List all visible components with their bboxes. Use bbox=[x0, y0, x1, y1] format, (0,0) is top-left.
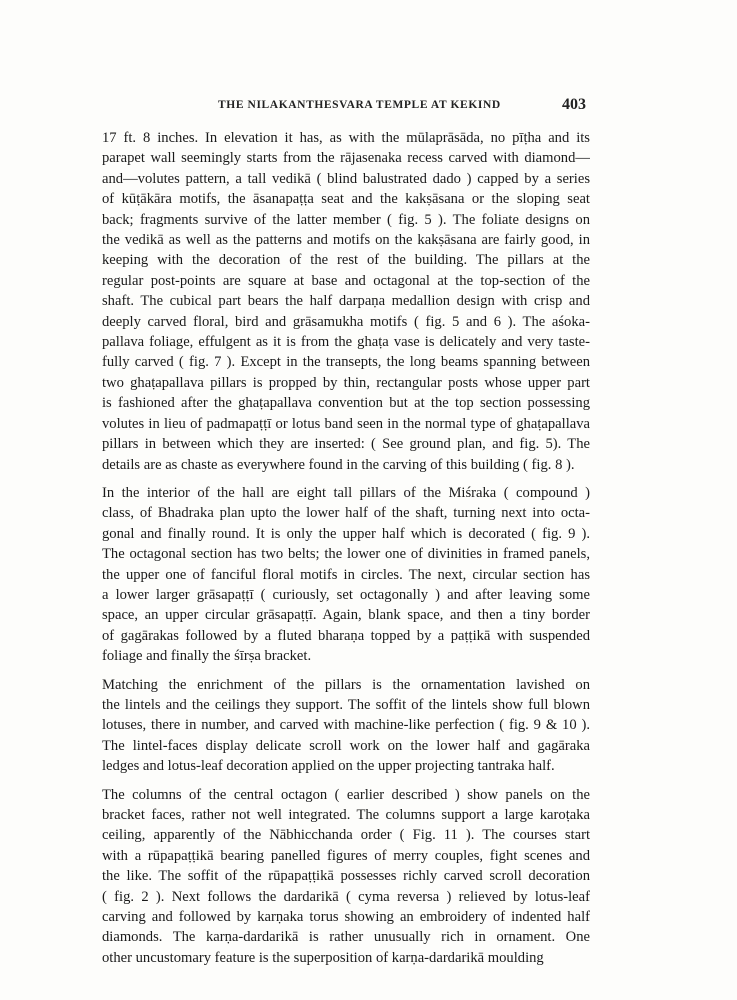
text-line: regular post-points are square at base and octagonal at the top-section of the bbox=[102, 272, 590, 289]
text-line: two ghaṭapallava pillars is propped by thin, rectangular posts whose upper part bbox=[102, 374, 590, 391]
text-line: diamonds. The karṇa-dardarikā is rather unusually rich in ornament. One bbox=[102, 929, 590, 946]
text-line: Matching the enrichment of the pillars is the ornamentation lavished on bbox=[102, 676, 590, 693]
text-line: with a rūpapaṭṭikā bearing panelled figures of merry couples, fight scenes and bbox=[102, 847, 590, 864]
running-title: THE NILAKANTHESVARA TEMPLE AT KEKIND bbox=[218, 99, 501, 111]
text-line: bracket faces, rather not well integrated. The columns support a large karoṭaka bbox=[102, 807, 590, 823]
text-line: fully carved ( fig. 7 ). Except in the transepts, the long beams spanning between bbox=[102, 354, 590, 371]
text-line: volutes in lieu of padmapaṭṭī or lotus band seen in the normal type of ghaṭapallava bbox=[102, 415, 590, 432]
paragraph bbox=[102, 128, 590, 475]
text-line: pallava foliage, effulgent as it is from the ghaṭa vase is delicately and very taste- bbox=[102, 334, 590, 351]
text-line: back; fragments survive of the latter member ( fig. 5 ). The foliate designs on bbox=[102, 211, 590, 228]
text-line: keeping with the decoration of the rest of the building. The pillars at the bbox=[102, 252, 590, 269]
paragraph bbox=[102, 785, 590, 969]
text-line: space, an upper circular grāsapaṭṭī. Again, blank space, and then a tiny border bbox=[102, 607, 590, 624]
page-number: 403 bbox=[562, 96, 586, 113]
text-line: In the interior of the hall are eight tall pillars of the Miśraka ( compound ) bbox=[102, 484, 590, 501]
paragraph-gap bbox=[102, 667, 590, 675]
text-line: pillars in between which they are inserted: ( See ground plan, and fig. 5). The bbox=[102, 436, 590, 453]
text-line: the upper one of fanciful floral motifs in circles. The next, circular section has bbox=[102, 566, 590, 583]
text-line: carving and followed by karṇaka torus showing an embroidery of indented half bbox=[102, 909, 590, 926]
text-line: of gagārakas followed by a fluted bharaṇa topped by a paṭṭikā with suspended bbox=[102, 627, 590, 644]
text-line: shaft. The cubical part bears the half darpaṇa medallion design with crisp and bbox=[102, 293, 590, 310]
text-line: deeply carved floral, bird and grāsamukha motifs ( fig. 5 and 6 ). The aśoka- bbox=[102, 313, 590, 330]
text-line: the vedikā as well as the patterns and motifs on the kakṣāsana are fairly good, in bbox=[102, 232, 590, 249]
text-line: lotuses, there in number, and carved with machine-like perfection ( fig. 9 & 10 ). bbox=[102, 717, 590, 734]
text-line: The lintel-faces display delicate scroll work on the lower half and gagāraka bbox=[102, 737, 590, 754]
text-line: and—volutes pattern, a tall vedikā ( blind balustrated dado ) capped by a series bbox=[102, 170, 590, 187]
text-line: of kūṭākāra motifs, the āsanapaṭṭa seat and the kakṣāsana or the sloping seat bbox=[102, 191, 590, 208]
paragraph-gap bbox=[102, 475, 590, 483]
text-line: parapet wall seemingly starts from the rājasenaka recess carved with diamond— bbox=[102, 150, 590, 167]
text-line: foliage and finally the śīrṣa bracket. bbox=[102, 648, 312, 665]
text-line: class, of Bhadraka plan upto the lower half of the shaft, turning next into octa- bbox=[102, 505, 590, 522]
text-line: is fashioned after the ghaṭapallava convention but at the top section possessing bbox=[102, 395, 590, 412]
paragraph-gap bbox=[102, 777, 590, 785]
paragraph bbox=[102, 675, 590, 777]
text-line: 17 ft. 8 inches. In elevation it has, as with the mūlaprāsāda, no pīṭha and its bbox=[102, 130, 590, 146]
text-line: other uncustomary feature is the superposition of karṇa-dardarikā moulding bbox=[102, 949, 544, 966]
text-line: The octagonal section has two belts; the lower one of divinities in framed panels, bbox=[102, 546, 590, 563]
text-line: the like. The soffit of the rūpapaṭṭikā possesses richly carved scroll decoration bbox=[102, 868, 590, 885]
page-body bbox=[102, 128, 590, 968]
text-line: details are as chaste as everywhere found in the carving of this building ( fig. 8 ). bbox=[102, 456, 575, 473]
text-line: ceiling, apparently of the Nābhicchanda order ( Fig. 11 ). The courses start bbox=[102, 827, 590, 844]
text-line: the lintels and the ceilings they support. The soffit of the lintels show full blown bbox=[102, 696, 590, 713]
text-line: ledges and lotus-leaf decoration applied on the upper projecting tantraka half. bbox=[102, 758, 555, 775]
text-line: a lower larger grāsapaṭṭī ( curiously, set octagonally ) and after leaving some bbox=[102, 586, 590, 603]
text-line: ( fig. 2 ). Next follows the dardarikā ( cyma reversa ) relieved by lotus-leaf bbox=[102, 888, 590, 905]
text-line: gonal and finally round. It is only the upper half which is decorated ( fig. 9 ). bbox=[102, 525, 590, 542]
paragraph bbox=[102, 483, 590, 667]
text-line: The columns of the central octagon ( earlier described ) show panels on the bbox=[102, 786, 590, 803]
